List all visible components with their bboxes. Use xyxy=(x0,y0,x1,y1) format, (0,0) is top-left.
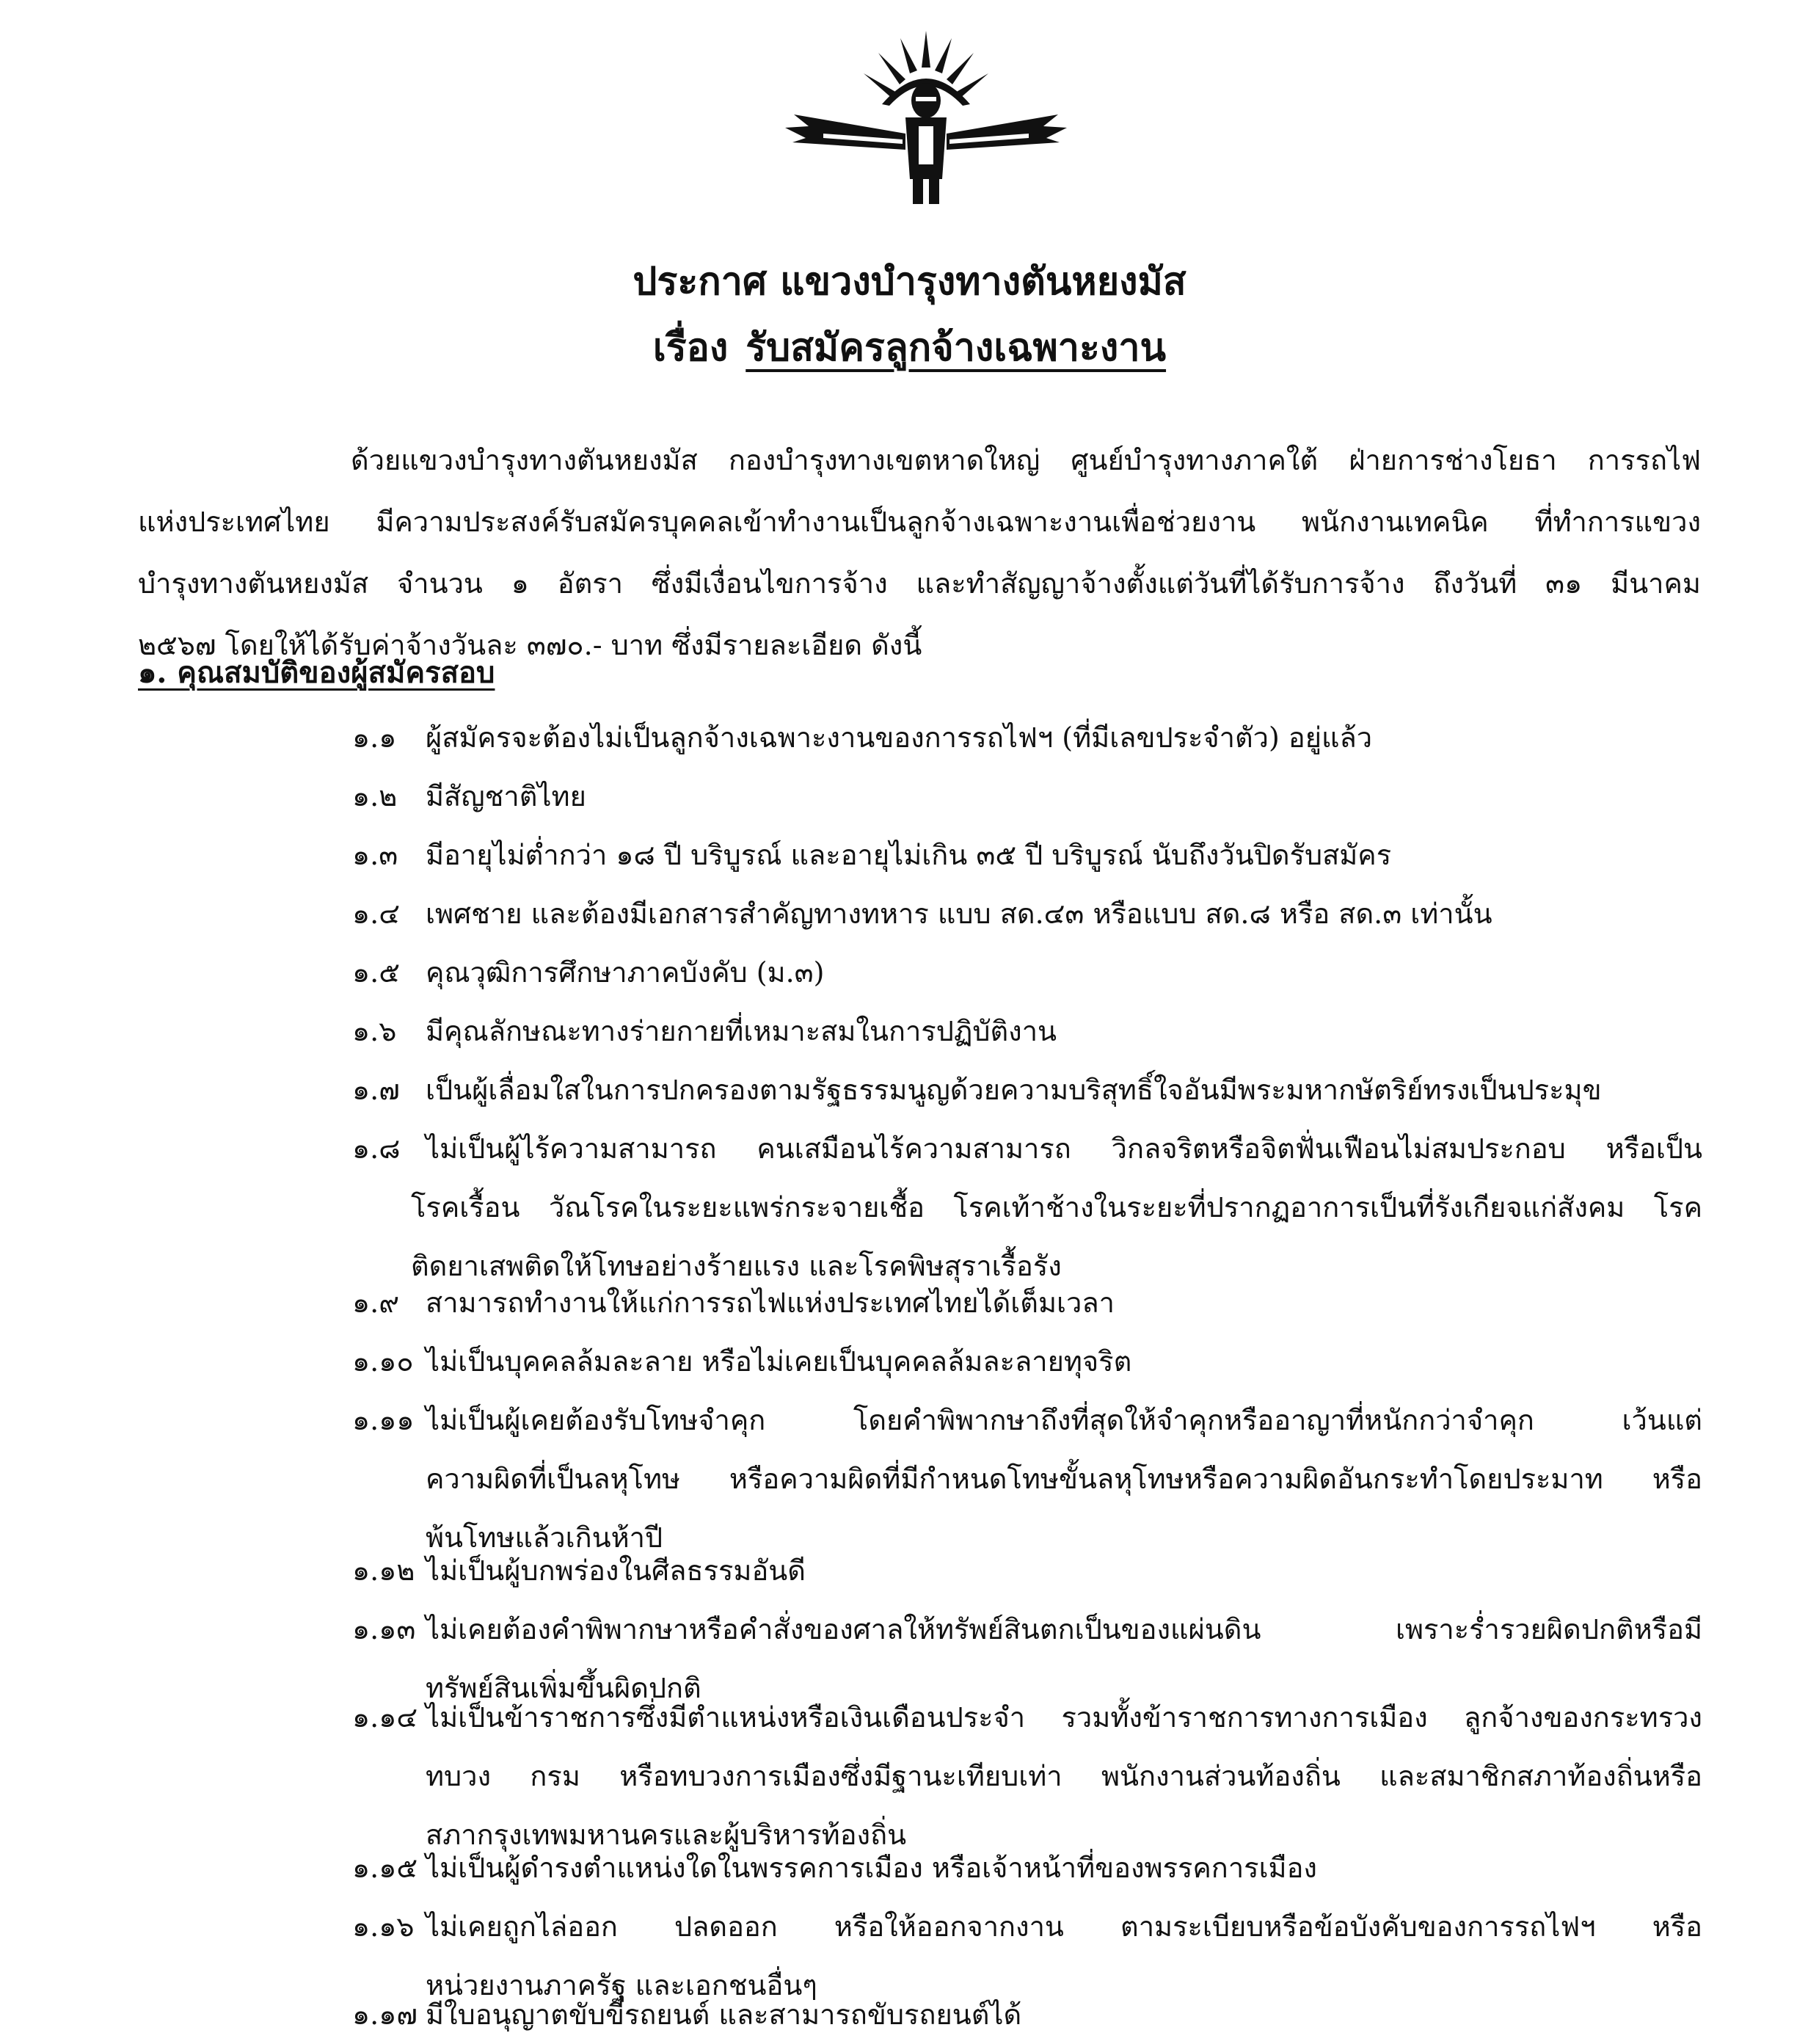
qualification-text xyxy=(426,826,1702,884)
qualification-item xyxy=(352,767,1702,826)
qualification-number: ๑.๓ xyxy=(352,839,398,871)
qualification-number: ๑.๖ xyxy=(352,1015,397,1047)
qualification-number: ๑.๒ xyxy=(352,780,398,812)
subject-text: รับสมัครลูกจ้างเฉพาะงาน xyxy=(746,325,1167,370)
qualification-number: ๑.๑๓ xyxy=(352,1613,416,1645)
qualification-text xyxy=(426,1273,1702,1332)
qualification-text xyxy=(426,943,1702,1002)
qualification-line: เป็นผู้เลื่อมใสในการปกครองตามรัฐธรรมนูญด้วยความบริสุทธิ์ใจอันมีพระมหากษัตริย์ทรงเป็นประมุข xyxy=(426,1074,1602,1106)
qualification-line: ผู้สมัครจะต้องไม่เป็นลูกจ้างเฉพาะงานของการรถไฟฯ (ที่มีเลขประจำตัว) อยู่แล้ว xyxy=(426,721,1373,754)
announcement-subject xyxy=(0,321,1819,374)
qualification-item xyxy=(352,1838,1702,1897)
qualification-text xyxy=(426,1391,1702,1567)
intro-paragraph xyxy=(138,429,1701,676)
qualification-line: ไม่เป็นผู้บกพร่องในศีลธรรมอันดี xyxy=(426,1554,806,1587)
qualification-item xyxy=(352,1273,1702,1332)
intro-line: บำรุงทางตันหยงมัส จำนวน ๑ อัตรา ซึ่งมีเงื่อนไขการจ้าง และทำสัญญาจ้างตั้งแต่วันที่ได้รับการจ้าง ถึงวันที่ ๓๑ มีนาคม xyxy=(138,567,1701,600)
qualification-line: สภากรุงเทพมหานครและผู้บริหารท้องถิ่น xyxy=(426,1819,907,1851)
qualification-line: ไม่เป็นผู้เคยต้องรับโทษจำคุก โดยคำพิพากษาถึงที่สุดให้จำคุกหรืออาญาที่หนักกว่าจำคุก เว้นแต่ xyxy=(426,1404,1702,1436)
qualification-number: ๑.๑๕ xyxy=(352,1852,418,1884)
qualification-line: ไม่เป็นข้าราชการซึ่งมีตำแหน่งหรือเงินเดือนประจำ รวมทั้งข้าราชการทางการเมือง ลูกจ้างของกระทรวง xyxy=(426,1701,1702,1734)
qualification-text xyxy=(426,708,1702,767)
qualification-item xyxy=(352,1061,1702,1119)
intro-line: ด้วยแขวงบำรุงทางตันหยงมัส กองบำรุงทางเขตหาดใหญ่ ศูนย์บำรุงทางภาคใต้ ฝ่ายการช่างโยธา การรถไฟ xyxy=(351,444,1701,476)
qualification-line: โรคเรื้อน วัณโรคในระยะแพร่กระจายเชื้อ โรคเท้าช้างในระยะที่ปรากฏอาการเป็นที่รังเกียจแก่สังคม โรค xyxy=(411,1191,1702,1223)
intro-line: ๒๕๖๗ โดยให้ได้รับค่าจ้างวันละ ๓๗๐.- บาท ซึ่งมีรายละเอียด ดังนี้ xyxy=(138,629,922,661)
qualification-number: ๑.๕ xyxy=(352,956,400,989)
qualification-line: ไม่เคยต้องคำพิพากษาหรือคำสั่งของศาลให้ทรัพย์สินตกเป็นของแผ่นดิน เพราะร่ำรวยผิดปกติหรือมี xyxy=(426,1613,1702,1645)
qualification-line: มีอายุไม่ต่ำกว่า ๑๘ ปี บริบูรณ์ และอายุไม่เกิน ๓๕ ปี บริบูรณ์ นับถึงวันปิดรับสมัคร xyxy=(426,839,1392,871)
qualification-item xyxy=(352,1002,1702,1061)
qualification-line: ไม่เป็นผู้ไร้ความสามารถ คนเสมือนไร้ความสามารถ วิกลจริตหรือจิตฟั่นเฟือนไม่สมประกอบ หรือเป็น xyxy=(426,1132,1702,1165)
qualification-line: ติดยาเสพติดให้โทษอย่างร้ายแรง และโรคพิษสุราเรื้อรัง xyxy=(411,1250,1062,1282)
qualification-line: เพศชาย และต้องมีเอกสารสำคัญทางทหาร แบบ สด.๔๓ หรือแบบ สด.๘ หรือ สด.๓ เท่านั้น xyxy=(426,898,1492,930)
qualification-item xyxy=(352,1688,1702,1864)
qualification-text xyxy=(426,1688,1702,1864)
qualification-number: ๑.๗ xyxy=(352,1074,400,1106)
announcement-title: ประกาศ แขวงบำรุงทางตันหยงมัส xyxy=(633,259,1186,304)
qualification-number: ๑.๔ xyxy=(352,898,400,930)
qualification-text xyxy=(411,1119,1702,1295)
qualification-text xyxy=(426,1541,1702,1600)
qualification-number: ๑.๘ xyxy=(352,1132,401,1165)
qualification-line: ไม่เคยถูกไล่ออก ปลดออก หรือให้ออกจากงาน ตามระเบียบหรือข้อบังคับของการรถไฟฯ หรือ xyxy=(426,1910,1702,1943)
qualification-line: ไม่เป็นผู้ดำรงตำแหน่งใดในพรรคการเมือง หรือเจ้าหน้าที่ของพรรคการเมือง xyxy=(426,1852,1317,1884)
qualification-item xyxy=(352,1391,1702,1567)
qualification-item xyxy=(352,1332,1702,1391)
qualification-item xyxy=(352,943,1702,1002)
qualification-text xyxy=(426,1332,1702,1391)
qualification-number: ๑.๑ xyxy=(352,721,397,754)
qualification-text xyxy=(426,1838,1702,1897)
qualification-text xyxy=(426,767,1702,826)
qualification-item xyxy=(352,884,1702,943)
qualification-text xyxy=(426,1985,1702,2044)
qualification-item xyxy=(352,708,1702,767)
qualification-line: ทรัพย์สินเพิ่มขึ้นผิดปกติ xyxy=(426,1672,701,1704)
qualification-item xyxy=(352,1541,1702,1600)
qualification-number: ๑.๑๗ xyxy=(352,1998,418,2031)
qualification-line: มีสัญชาติไทย xyxy=(426,780,586,812)
qualification-number: ๑.๑๔ xyxy=(352,1701,418,1734)
qualification-text xyxy=(426,1061,1702,1119)
qualification-number: ๑.๙ xyxy=(352,1287,400,1319)
subject-prefix: เรื่อง xyxy=(652,325,729,370)
qualification-number: ๑.๑๒ xyxy=(352,1554,415,1587)
qualification-item xyxy=(352,1119,1702,1295)
qualification-line: ทบวง กรม หรือทบวงการเมืองซึ่งมีฐานะเทียบเท่า พนักงานส่วนท้องถิ่น และสมาชิกสภาท้องถิ่นหรือ xyxy=(426,1760,1702,1792)
intro-line: แห่งประเทศไทย มีความประสงค์รับสมัครบุคคลเข้าทำงานเป็นลูกจ้างเฉพาะงานเพื่อช่วยงาน พนักงานเทคนิค ที่ทำการแขวง xyxy=(138,506,1701,538)
qualification-number: ๑.๑๐ xyxy=(352,1345,414,1378)
section-1-heading: ๑. คุณสมบัติของผู้สมัครสอบ xyxy=(138,655,495,690)
qualification-item xyxy=(352,826,1702,884)
qualification-number: ๑.๑๖ xyxy=(352,1910,415,1943)
qualification-line: มีคุณลักษณะทางร่ายกายที่เหมาะสมในการปฏิบัติงาน xyxy=(426,1015,1057,1047)
qualification-line: พ้นโทษแล้วเกินห้าปี xyxy=(426,1521,663,1554)
qualification-line: ความผิดที่เป็นลหุโทษ หรือความผิดที่มีกำหนดโทษขั้นลหุโทษหรือความผิดอันกระทำโดยประมาท หรือ xyxy=(426,1463,1702,1495)
qualification-line: มีใบอนุญาตขับขี่รถยนต์ และสามารถขับรถยนต์ได้ xyxy=(426,1998,1022,2031)
qualification-line: ไม่เป็นบุคคลล้มละลาย หรือไม่เคยเป็นบุคคลล้มละลายทุจริต xyxy=(426,1345,1132,1378)
qualification-number: ๑.๑๑ xyxy=(352,1404,415,1436)
qualification-item xyxy=(352,1985,1702,2044)
state-railway-garuda-emblem-icon xyxy=(779,23,1073,207)
qualification-line: สามารถทำงานให้แก่การรถไฟแห่งประเทศไทยได้เต็มเวลา xyxy=(426,1287,1115,1319)
qualification-text xyxy=(426,884,1702,943)
qualification-line: หน่วยงานภาครัฐ และเอกชนอื่นๆ xyxy=(426,1969,817,2001)
qualification-line: คุณวุฒิการศึกษาภาคบังคับ (ม.๓) xyxy=(426,956,825,989)
qualification-text xyxy=(426,1002,1702,1061)
